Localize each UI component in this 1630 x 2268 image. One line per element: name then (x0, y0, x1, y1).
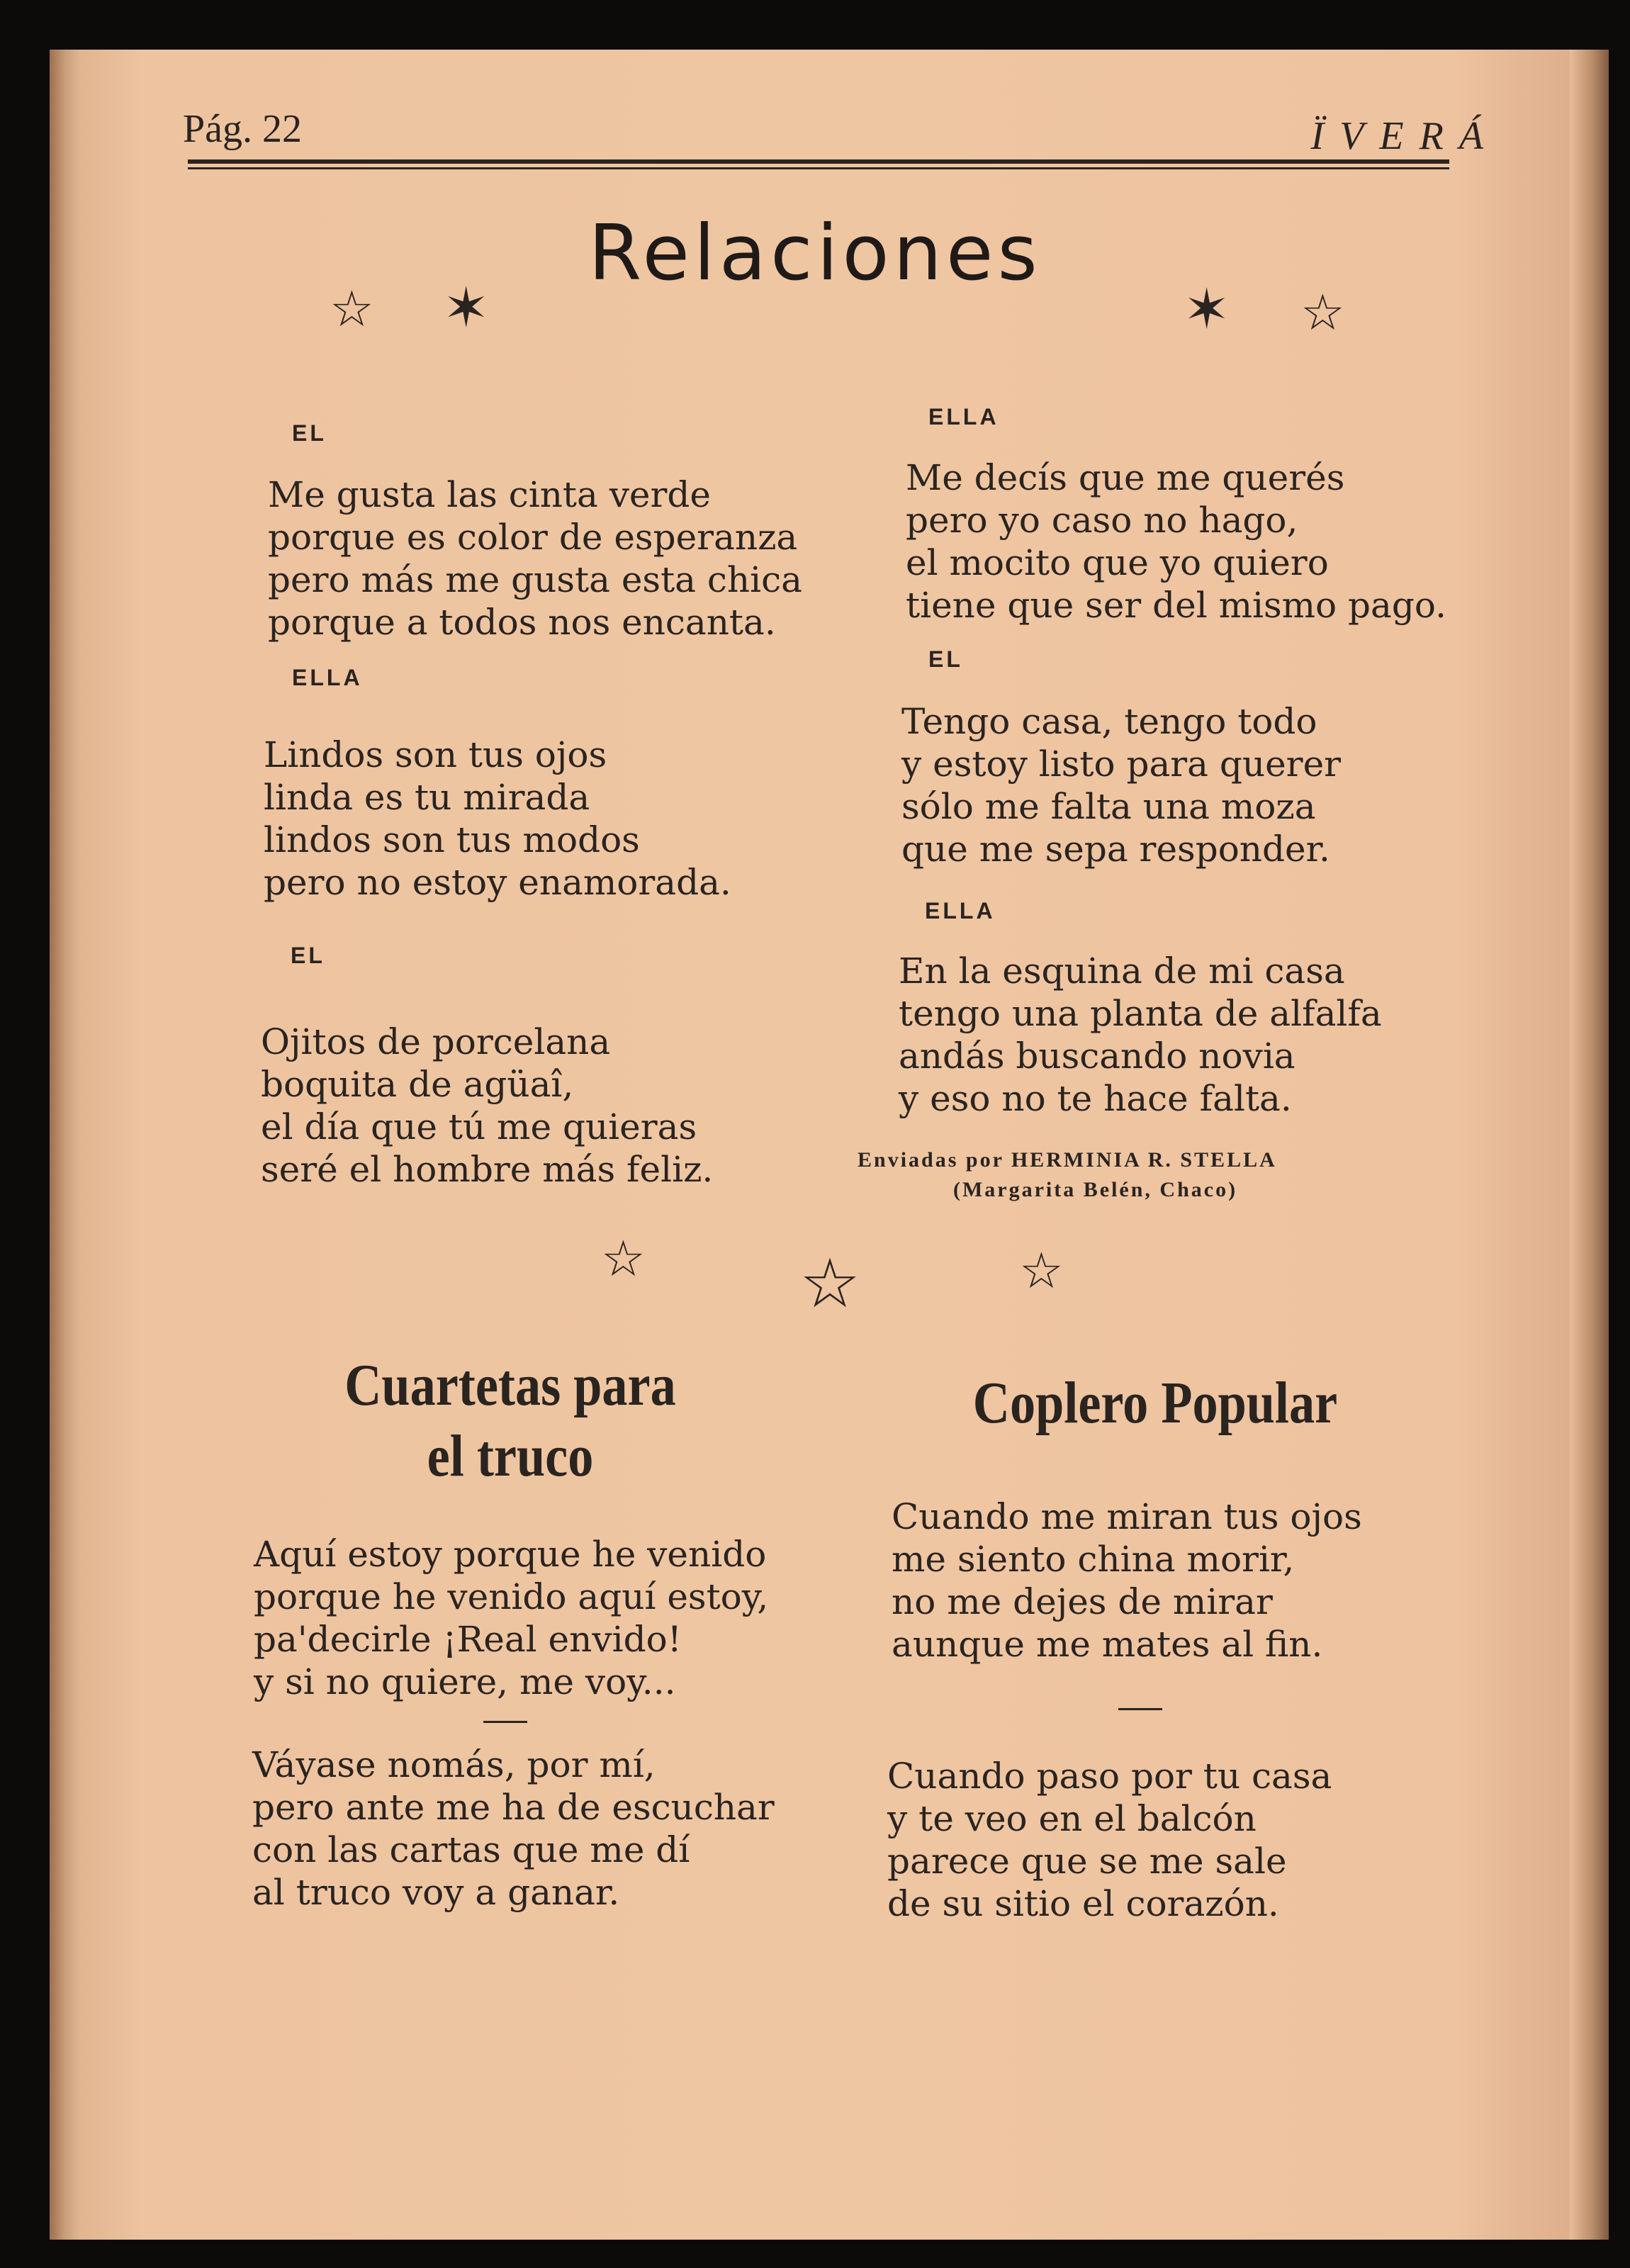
verse-stanza (906, 456, 1446, 627)
stanza-divider (483, 1721, 527, 1723)
verse-line: porque a todos nos encanta. (268, 602, 776, 643)
speaker-label: ELLA (928, 404, 999, 430)
verse-line: y estoy listo para querer (901, 743, 1342, 785)
verse-stanza (901, 700, 1341, 870)
verse-stanza (887, 1755, 1332, 1925)
verse-line: Me decís que me querés (906, 457, 1345, 498)
speaker-label: ELLA (292, 665, 363, 690)
verse-line: pa'decirle ¡Real envido! (254, 1619, 682, 1660)
verse-stanza (268, 473, 802, 644)
section-title-cuartetas (273, 1350, 748, 1492)
verse-line: aunque me mates al fin. (892, 1624, 1323, 1665)
verse-line: me siento china morir, (892, 1539, 1295, 1580)
verse-line: con las cartas que me dí (252, 1829, 690, 1870)
verse-line: seré el hombre más feliz. (261, 1149, 714, 1190)
verse-line: y te veo en el balcón (887, 1798, 1257, 1839)
page-spine (1570, 50, 1609, 2240)
star-outline-icon: ☆ (601, 1230, 646, 1288)
verse-line: no me dejes de mirar (892, 1581, 1273, 1622)
verse-line: andás buscando novia (899, 1035, 1295, 1077)
verse-stanza (252, 1744, 775, 1914)
verse-line: Cuando paso por tu casa (887, 1756, 1332, 1797)
verse-line: lindos son tus modos (264, 819, 640, 860)
star-solid-icon: ✶ (443, 276, 490, 340)
title-line: Cuartetas para (344, 1352, 676, 1418)
verse-line: sólo me falta una moza (901, 786, 1316, 827)
verse-line: parece que se me sale (887, 1841, 1287, 1882)
verse-line: pero ante me ha de escuchar (252, 1787, 775, 1828)
star-outline-icon: ☆ (330, 280, 374, 338)
verse-line: que me sepa responder. (901, 829, 1330, 870)
star-solid-icon: ✶ (1184, 278, 1230, 342)
header-rule (188, 159, 1449, 164)
verse-stanza (892, 1495, 1362, 1666)
verse-line: Lindos son tus ojos (264, 734, 607, 775)
verse-line: pero yo caso no hago, (906, 500, 1298, 541)
speaker-label: ELLA (925, 898, 996, 924)
star-outline-icon: ☆ (799, 1244, 861, 1323)
credit-line: Enviadas por HERMINIA R. STELLA (858, 1148, 1277, 1172)
verse-line: Tengo casa, tengo todo (901, 701, 1317, 742)
verse-line: tiene que ser del mismo pago. (906, 585, 1446, 626)
stanza-divider (1118, 1708, 1162, 1710)
magazine-title: ÏVERÁ (1310, 114, 1499, 158)
speaker-label: EL (928, 646, 963, 672)
verse-line: Me gusta las cinta verde (268, 474, 712, 515)
speaker-label: EL (292, 420, 327, 446)
verse-line: al truco voy a ganar. (252, 1872, 620, 1913)
verse-line: porque es color de esperanza (268, 517, 798, 558)
verse-line: y eso no te hace falta. (899, 1078, 1292, 1119)
verse-stanza (899, 950, 1382, 1120)
verse-line: Váyase nomás, por mí, (252, 1744, 656, 1785)
verse-stanza (254, 1533, 768, 1703)
header-rule-thin (188, 167, 1449, 169)
verse-line: y si no quiere, me voy... (254, 1661, 676, 1702)
verse-line: boquita de agüaî, (261, 1064, 574, 1105)
page-number: Pág. 22 (183, 107, 302, 151)
verse-stanza (264, 734, 731, 904)
verse-line: En la esquina de mi casa (899, 950, 1345, 992)
verse-line: de su sitio el corazón. (887, 1883, 1279, 1924)
verse-line: linda es tu mirada (264, 777, 590, 818)
verse-line: Cuando me miran tus ojos (892, 1496, 1362, 1537)
verse-line: tengo una planta de alfalfa (899, 993, 1382, 1034)
verse-line: pero no estoy enamorada. (264, 862, 731, 903)
verse-line: el mocito que yo quiero (906, 542, 1329, 583)
star-outline-icon: ☆ (1300, 284, 1345, 342)
verse-line: el día que tú me quieras (261, 1106, 697, 1147)
verse-line: Aquí estoy porque he venido (254, 1534, 767, 1575)
section-title-relaciones: Relaciones (588, 209, 1042, 298)
page-binding (50, 50, 82, 2240)
speaker-label: EL (291, 943, 325, 968)
star-outline-icon: ☆ (1019, 1242, 1064, 1300)
section-title-coplero: Coplero Popular (972, 1370, 1338, 1436)
verse-line: porque he venido aquí estoy, (254, 1576, 769, 1617)
verse-line: pero más me gusta esta chica (268, 559, 802, 600)
verse-stanza (261, 1021, 713, 1191)
title-line: el truco (427, 1423, 594, 1489)
verse-line: Ojitos de porcelana (261, 1021, 611, 1062)
credit-location: (Margarita Belén, Chaco) (953, 1178, 1238, 1201)
